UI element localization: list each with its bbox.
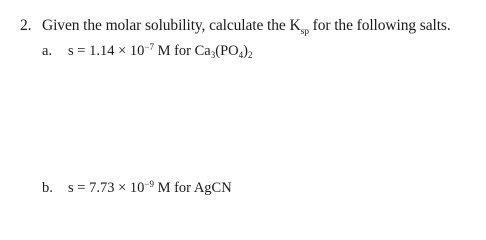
- question-number: 2.: [20, 17, 32, 34]
- part-b: [42, 180, 232, 197]
- part-b-letter: b.: [42, 180, 53, 196]
- part-a: [42, 43, 252, 60]
- question-text-before: Given the molar solubility, calculate the K: [42, 17, 301, 34]
- ksp-subscript: sp: [300, 26, 309, 38]
- part-a-unit-text: M for Ca: [153, 43, 211, 59]
- part-a-exponent: −7: [144, 42, 154, 53]
- part-b-unit-text: M for AgCN: [153, 180, 232, 196]
- part-b-solubility: s = 7.73 × 10: [68, 180, 145, 196]
- part-a-formula-sub2: 4: [238, 50, 244, 61]
- part-a-solubility: s = 1.14 × 10: [68, 43, 145, 59]
- part-a-letter: a.: [42, 43, 53, 59]
- question-text-after: for the following salts.: [308, 17, 451, 34]
- question-2: [20, 17, 451, 38]
- part-a-formula-sub3: 2: [247, 50, 253, 61]
- part-a-formula-sub1: 3: [210, 50, 216, 61]
- part-a-formula-mid: (PO: [215, 43, 239, 59]
- part-a-formula-close: ): [243, 43, 248, 59]
- part-b-exponent: −9: [144, 179, 154, 190]
